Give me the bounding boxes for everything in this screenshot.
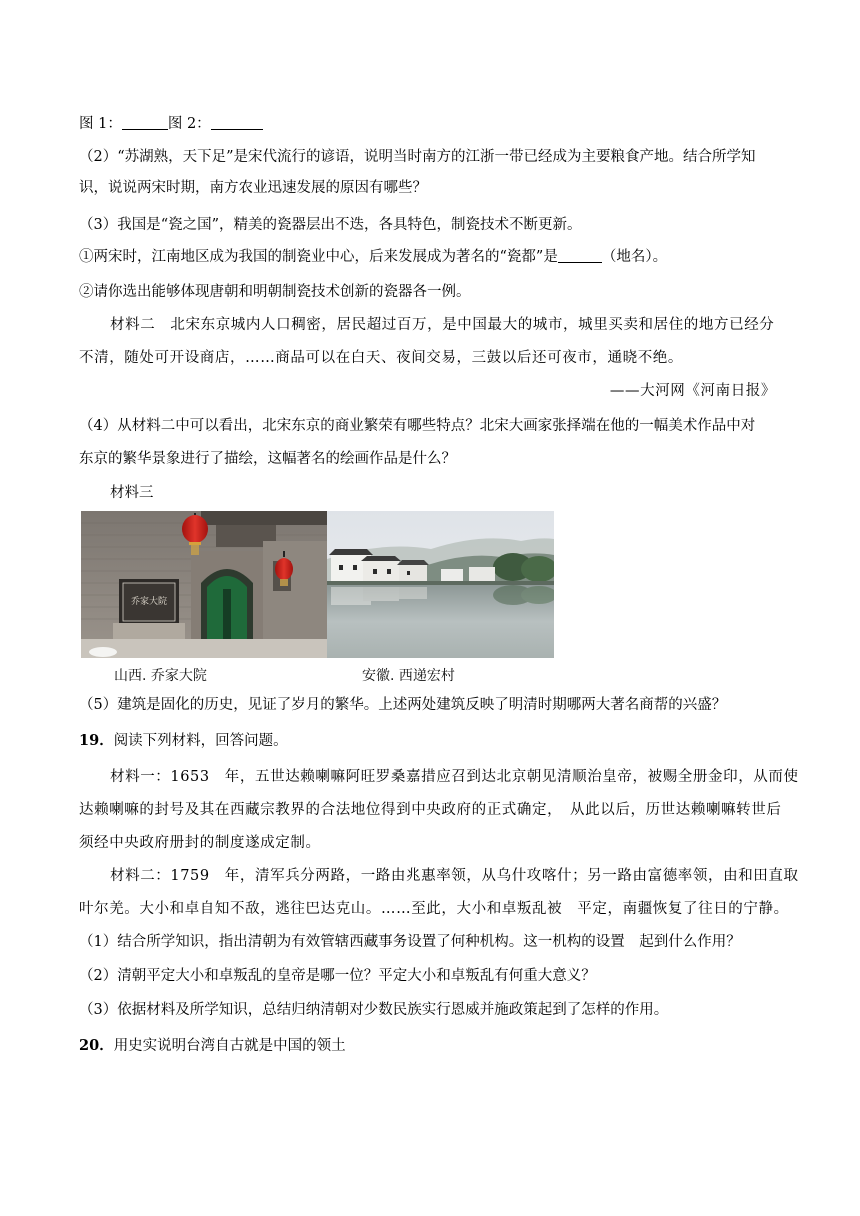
q19-heading: 19．阅读下列材料，回答问题。 [79, 732, 288, 749]
material3-photo [81, 511, 554, 658]
material3-photo-svg [81, 511, 554, 658]
q18-sub3-item2: ②请你选出能够体现唐朝和明朝制瓷技术创新的瓷器各一例。 [79, 284, 471, 300]
q18-sub4-line2: 东京的繁华景象进行了描绘，这幅著名的绘画作品是什么？ [79, 451, 456, 467]
photo-right-caption: 安徽. 西递宏村 [362, 668, 455, 684]
q18-sub3-item1-text: ①两宋时，江南地区成为我国的制瓷业中心，后来发展成为著名的“瓷都”是 [79, 249, 558, 265]
q18-sub2-line1: （2）“苏湖熟，天下足”是宋代流行的谚语，说明当时南方的江浙一带已经成为主要粮食产地。结合所学知 [79, 149, 756, 165]
q20-number: 20 [79, 1037, 100, 1054]
figure1-label: 图 1： [79, 116, 122, 132]
q18-material3-label: 材料三 [110, 485, 154, 501]
figure2-blank [211, 115, 263, 130]
q19-sub2: （2）清朝平定大小和卓叛乱的皇帝是哪一位？平定大小和卓叛乱有何重大意义？ [79, 968, 596, 984]
q18-material2-line1: 材料二 北宋东京城内人口稠密，居民超过百万，是中国最大的城市，城里买卖和居住的地方已经分 [110, 317, 775, 333]
q18-material2-source: ——大河网《河南日报》 [609, 383, 776, 399]
plaque-text: 乔家大院 [130, 597, 168, 607]
figure1-blank [122, 115, 168, 130]
q18-sub3-item1 [79, 247, 781, 267]
q19-material1-line2: 达赖喇嘛的封号及其在西藏宗教界的合法地位得到中央政府的正式确定， 从此以后，历世达赖喇嘛转世后 [79, 802, 782, 818]
q19-sub3: （3）依据材料及所学知识，总结归纳清朝对少数民族实行恩威并施政策起到了怎样的作用。 [79, 1002, 669, 1018]
photo-left-caption: 山西. 乔家大院 [114, 668, 207, 684]
q18-sub4-line1: （4）从材料二中可以看出，北宋东京的商业繁荣有哪些特点？北宋大画家张择端在他的一幅美术作品中对 [79, 418, 756, 434]
figure-answer-line [79, 114, 781, 134]
q19-number: 19 [79, 732, 100, 749]
q18-sub3-item1-suffix: （地名）。 [601, 249, 668, 265]
q18-material2-line2: 不清，随处可开设商店，……商品可以在白天、夜间交易，三鼓以后还可夜市，通晓不绝。 [79, 350, 683, 366]
q18-sub2-line2: 识，说说两宋时期，南方农业迅速发展的原因有哪些？ [79, 180, 427, 196]
qiao-courtyard-image [81, 511, 327, 658]
q19-sub1: （1）结合所学知识，指出清朝为有效管辖西藏事务设置了何种机构。这一机构的设置 起到什么作用？ [79, 934, 741, 950]
q18-sub5: （5）建筑是固化的历史，见证了岁月的繁华。上述两处建筑反映了明清时期哪两大著名商帮的兴盛？ [79, 697, 727, 713]
q20-heading: 20．用史实说明台湾自古就是中国的领土 [79, 1037, 346, 1054]
q19-stem: 阅读下列材料，回答问题。 [113, 733, 288, 749]
figure2-label: 图 2： [167, 116, 211, 132]
q19-material2-line2: 叶尔羌。大小和卓自知不敌，逃往巴达克山。……至此，大小和卓叛乱被 平定，南疆恢复了往日的宁静。 [79, 901, 789, 917]
q18-sub3-line1: （3）我国是“瓷之国”，精美的瓷器层出不迭，各具特色，制瓷技术不断更新。 [79, 217, 582, 233]
porcelain-capital-blank [558, 248, 602, 263]
q19-material1-line3: 须经中央政府册封的制度遂成定制。 [79, 835, 321, 851]
q20-stem: 用史实说明台湾自古就是中国的领土 [113, 1038, 346, 1054]
q19-material2-line1: 材料二：1759 年，清军兵分两路，一路由兆惠率领，从乌什攻喀什；另一路由富德率领，由和田直取 [110, 868, 799, 884]
hongcun-village-image [327, 511, 554, 658]
q19-material1-line1: 材料一：1653 年，五世达赖喇嘛阿旺罗桑嘉措应召到达北京朝见清顺治皇帝，被赐全册金印，从而使 [110, 769, 799, 785]
